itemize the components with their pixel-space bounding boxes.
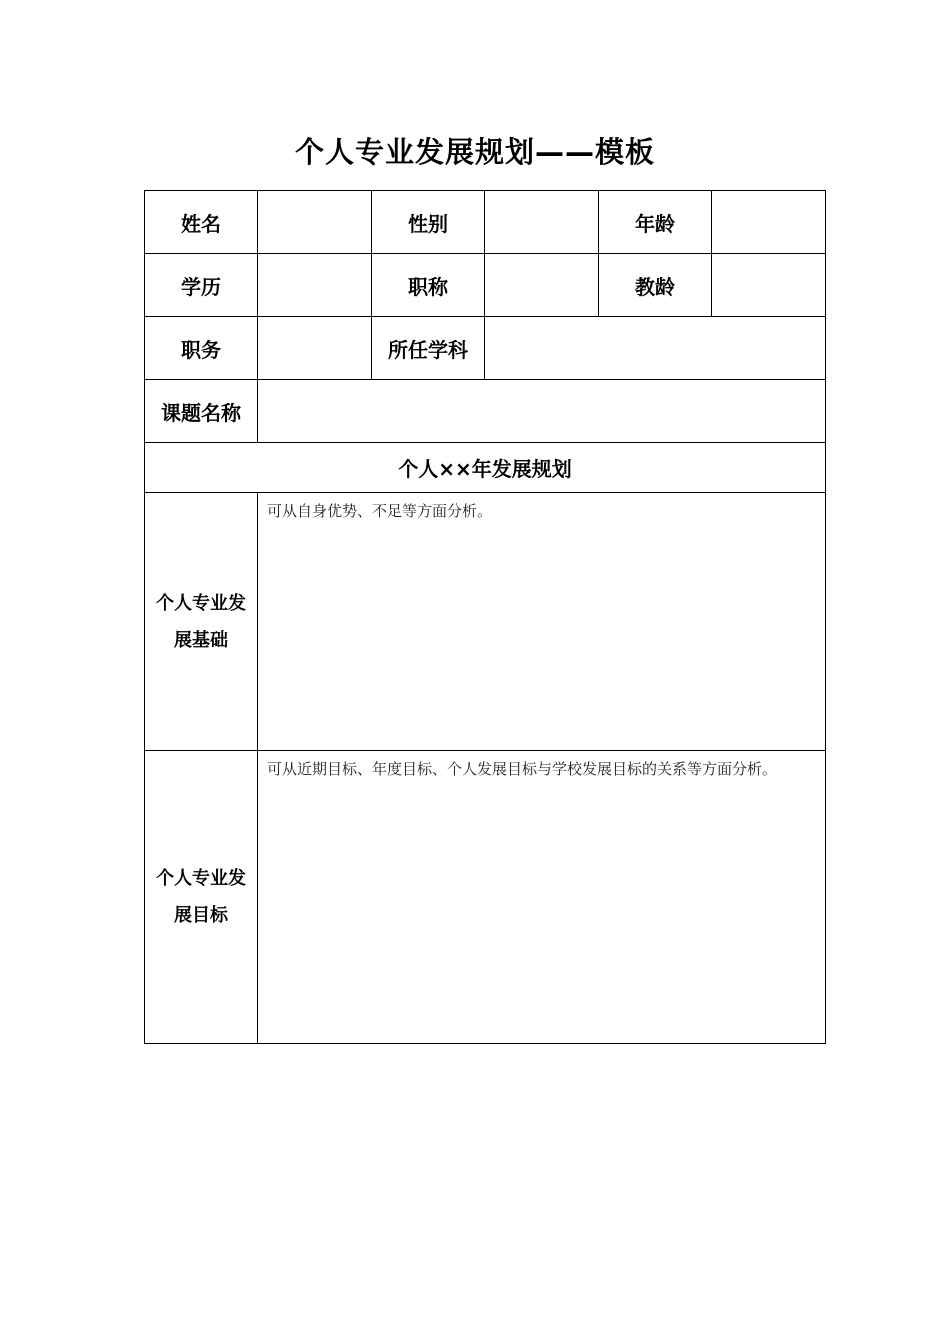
- form-row-basic-3: [145, 317, 826, 380]
- page-title: 个人专业发展规划——模板: [294, 135, 655, 169]
- professional-title-label: 职称: [372, 254, 485, 317]
- basis-label-line2: 展基础: [174, 629, 228, 651]
- goals-label-line2: 展目标: [174, 905, 228, 926]
- basis-label-line1: 个人专业发: [156, 592, 246, 614]
- education-label: 学历: [145, 254, 258, 317]
- subject-value-cell[interactable]: [485, 317, 826, 380]
- subject-label: 所任学科: [372, 317, 485, 380]
- goals-content-cell[interactable]: [258, 751, 826, 1044]
- form-row-basis: [145, 493, 826, 751]
- position-label: 职务: [145, 317, 258, 380]
- teaching-years-label: 教龄: [599, 254, 712, 317]
- teaching-years-value-cell[interactable]: [712, 254, 826, 317]
- plan-form-table: [144, 190, 826, 1044]
- form-row-goals: [145, 751, 826, 1044]
- section-title: 个人××年发展规划: [145, 443, 826, 493]
- education-value-cell[interactable]: [258, 254, 372, 317]
- goals-hint: 可从近期目标、年度目标、个人发展目标与学校发展目标的关系等方面分析。: [267, 760, 778, 778]
- form-row-basic-1: [145, 191, 826, 254]
- goals-label-line1: 个人专业发: [156, 868, 246, 889]
- basis-content-cell[interactable]: [258, 493, 826, 751]
- name-label: 姓名: [145, 191, 258, 254]
- position-value-cell[interactable]: [258, 317, 372, 380]
- form-row-section: [145, 443, 826, 493]
- basis-hint: 可从自身优势、不足等方面分析。: [267, 502, 493, 520]
- project-name-value-cell[interactable]: [258, 380, 826, 443]
- basis-label: [145, 493, 258, 751]
- project-name-label: 课题名称: [145, 380, 258, 443]
- age-value-cell[interactable]: [712, 191, 826, 254]
- age-label: 年龄: [599, 191, 712, 254]
- gender-value-cell[interactable]: [485, 191, 599, 254]
- goals-label: [145, 751, 258, 1044]
- name-value-cell[interactable]: [258, 191, 372, 254]
- gender-label: 性别: [372, 191, 485, 254]
- form-row-basic-2: [145, 254, 826, 317]
- professional-title-value-cell[interactable]: [485, 254, 599, 317]
- form-row-project: [145, 380, 826, 443]
